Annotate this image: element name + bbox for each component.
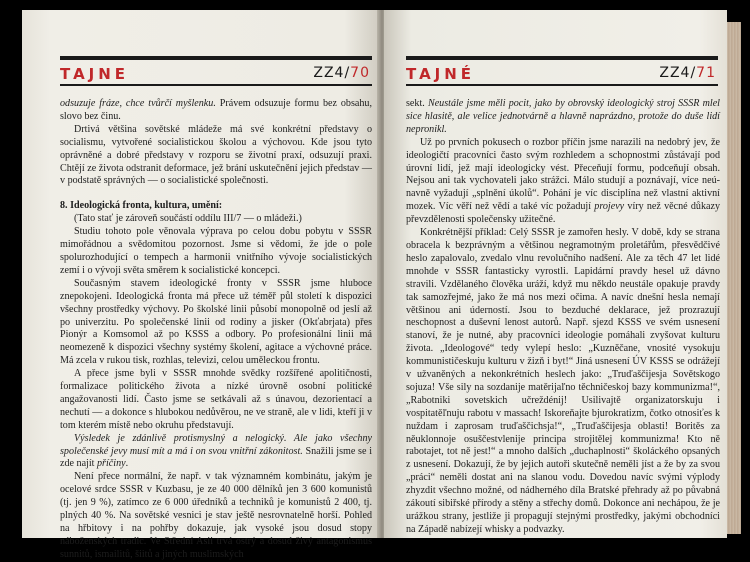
left-page-body: [60, 98, 372, 562]
paragraph: Drtivá většina sovětské mládeže má své konkrétní představy o socialismu, vytvořené socialistickou školou a výchovou. Kde jsou tyto oprávněné a dobré představy v rozporu se životní praxí, odsuzují praxi. Chtějí ze života odstranit deformace, jež brání uskutečnění jejich představ — v podstatě správných — o socialistické společnosti.: [60, 123, 372, 187]
page-folio: [659, 65, 716, 81]
classification-stamp: TAJNÉ: [406, 65, 476, 83]
right-page-header: [406, 62, 718, 86]
page-folio: [313, 65, 370, 81]
doc-code: ZZ4/: [659, 65, 697, 81]
left-page: [22, 10, 380, 560]
paragraph: Už po prvních pokusech o rozbor příčin jsme narazili na nedobrý jev, že ideologičtí pracovníci často svým rozhledem a schopnostmi zůstávají pod úrovní lidí, jež mají ideologicky vést. Přeceňují formu, podceňují obsah. Nejsou ani tak vychovateli jako strážci. Málo studují a poznávají, více neúnavně vyžadují „splnění úkolů“. Pohání je víc disciplína než vlastní aktivní mozek. Víc věří než vědí a také víc požadují projevy víry než věcné důkazy převzdělenosti společensky užitečné.: [406, 136, 720, 226]
open-book: [22, 10, 727, 560]
paragraph: Konkrétnější příklad: Celý SSSR je zamořen hesly. V době, kdy se strana obracela k bezprávným a většinou negramotným proletářům, přesvědčivé heslo zapalovalo, zvedalo vlnu revolučního nadšení. Ale za těch 47 let lidé mnohde v SSSR fantasticky vyrostli. Lapidární pravdy hesel už dávno stravili. Vzdělaného člověka uráží, když mu někdo neustále opakuje pravdy tak samozřejmé, jako že má nos mezi očima. A navíc dnešní hesla nemají většinou ani úderností. Jsou to bezduché deklarace, jež prozrazují neschopnost a duševní lenost autorů. Např. sjezd KSSS ve svém usnesení stanoví, že je nutné, aby pracovníci ideologie pomáhali zvyšovat kulturu života. „Ideologové“ tedy vylepí heslo: „Kuzněčane, vnosité vysokuju kommunističeskuju kulturu v žizň i byt!“ Jiná usnesení ÚV KSSS se odrážejí v užvaněných a nekonkrétních heslech jako: „Truďaščijesja Sovětskogo sojuza! Vše sily na sozdanije matěrijaľno těchničeskoj bazy kommunizma!“, „Rabotniki sovetskich učreždénij! Usilivajtě organizatorskuju i vospitatěľnuju rabotu v massach! Iskoreňajte bjurokratizm, čotko otnosiťes k nuždam i zaprosam truďaščichsja!“, „Truďaščijesja oblasti! Boritěs za něuklonnoje osuščestvlenije principa strojitělej kommunizma! Kto ně rabotajet, tot ně jest!“ a mnoho dalších „duchaplnosti“ školáckého opsaných z usnesení. Dokazují, že by jejich autoři skutečně neměli jíst a že by za svou „práci“ neměli dostat ani na slanou vodu. Dovedou navíc svými výplody zhyzdit všechno možné, od nádherného díla Bratské přehrady až po půvabná zákoutí sibiřské přírody a stěny a střechy domů. Dokonce ani nechápou, že je urážkou strany, jestliže ji propagují stejnými prostředky, jakými obchodníci na Západě nabízejí whisky a podvazky.: [406, 227, 720, 535]
section-heading: 8. Ideologická fronta, kultura, umění:: [60, 200, 223, 212]
paragraph: A přece jsme byli v SSSR mnohde svědky rozšířené apolitičnosti, formalizace politického života a nízké úrovně osobní politické angažovanosti lidí. Často jsme se setkávali až s únavou, dezorientací a nechutí — a dokonce s hlubokou nedůvěrou, ne ve straně, ale v lidi, kteří ji v tom kterém místě nebo okruhu představují.: [60, 368, 372, 431]
page-number: 71: [696, 65, 716, 81]
classification-stamp: TAJNE: [60, 65, 130, 83]
paragraph: Není přece normální, že např. v tak významném kombinátu, jakým je ocelové srdce SSSR v Kuzbasu, je ze 40 000 dělníků jen 3 600 komunistů (tj. jen 9 %), zatímco ze 6 000 úředníků a techniků je komunistů 2 400, tj. plných 40 %. Na sovětské vesnici je stav ještě nesrovnatelně horší. Pohled na hřbitovy i na pohřby dokazuje, jak vysoké jsou dosud stopy náboženských tradic. Ve Střední Asii trvá ostrý a dosud živý antagonismus sunnitů, ismailitů, šiitů a jiných muslimských: [60, 471, 372, 560]
right-page: [384, 10, 727, 538]
paragraph: (Tato stať je zároveň součástí oddílu III/7 — o mládeži.): [74, 213, 302, 225]
paragraph: Studiu tohoto pole věnovala výprava po celou dobu pobytu v SSSR mimořádnou a svědomitou pozornost. Jsme si vědomi, že jde o pole spolurozhodující o tempech a harmonii vnitřního vývoje socialistických zemí i o vývoji světa směrem k socialistické koncepci.: [60, 226, 372, 276]
paragraph: odsuzuje fráze, chce tvůrčí myšlenku. Právem odsuzuje formu bez obsahu, slovo bez činu.: [60, 98, 372, 122]
left-page-header: [60, 62, 372, 86]
page-number: 70: [350, 65, 370, 81]
paragraph: Současným stavem ideologické fronty v SSSR jsme hluboce znepokojeni. Ideologická fronta má přece už téměř půl století k dispozici všechny prostředky výchovy. Po školské linii působí monopolně od jeslí až po univerzitu. Po společenské linii od rodiny a jisker (Okťabrjata) přes Pionýr a Komsomol až po KSSS a odbory. Po profesionální linii má neomezeně k dispozici všechny systémy školení, agitace a výchovné práce. Má zcela v rukou tisk, rozhlas, televizi, celou uměleckou frontu.: [60, 277, 372, 367]
paragraph: sekt. Neustále jsme měli pocit, jako by obrovský ideologický stroj SSSR mlel sice hlasitě, ale velice jednotvárně a hlavně naprázdno, protože do duše lidí nepronikl.: [406, 98, 720, 135]
page-edges: [727, 22, 741, 534]
right-page-body: [406, 98, 720, 537]
doc-code: ZZ4/: [313, 65, 351, 81]
paragraph: Výsledek je zdánlivě protismyslný a nelogický. Ale jako všechny společenské jevy musí mít a má i on svou vnitřní zákonitost. Snažili jsme se i zde najít příčiny.: [60, 432, 372, 470]
